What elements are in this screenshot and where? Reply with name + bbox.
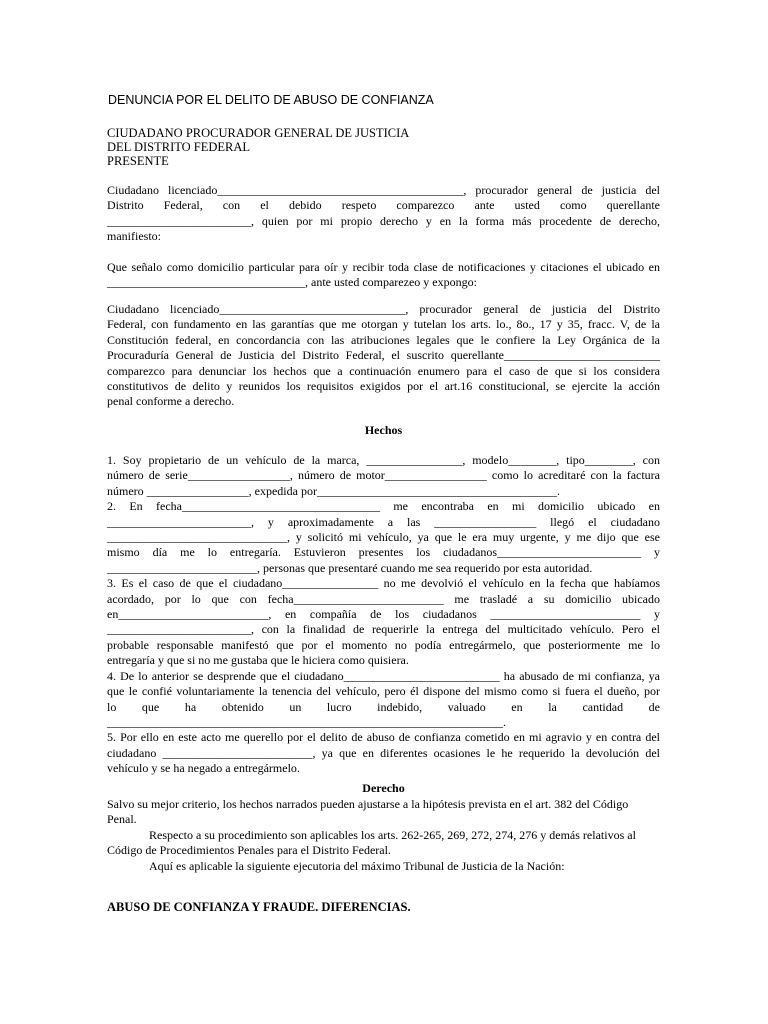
facts-line: ______________________________, y solicitó mi vehículo, ya que le era muy urgente, y me dijo que ese: [107, 530, 660, 545]
paragraph-line: Ciudadano licenciado_______________________________, procurador general de justicia del Distrito: [107, 302, 660, 316]
law-section: [107, 797, 667, 874]
paragraph-line: _________________________________, ante usted comparezeo y expongo:: [107, 275, 477, 290]
paragraph-line: Constitución federal, en concordancia con las atribuciones legales que le confiere la Ley Orgánica de la: [107, 332, 660, 347]
facts-line: probable responsable manifestó que por el momento no podía entregármelo, que posteriormente me lo: [107, 637, 660, 652]
domicile-paragraph: [107, 260, 660, 291]
facts-line: lo que ha obtenido un lucro indebido, valuado en la cantidad de: [107, 699, 660, 714]
facts-line: vehículo y se ha negado a entregármelo.: [107, 761, 300, 776]
law-line: Salvo su mejor criterio, los hechos narrados pueden ajustarse a la hipótesis prevista en el art. 382 del Código: [107, 797, 629, 811]
facts-line: 3. Es el caso de que el ciudadano________________ no me devolvió el vehículo en la fecha que habíamos: [107, 576, 660, 591]
intro-paragraph: [107, 183, 660, 245]
paragraph-line: constitutivos de delito y reunidos los requisitos exigidos por el art.16 constitucional, se ejercite la acción: [107, 379, 660, 394]
facts-line: _________________________, personas que presentaré cuando me sea requerido por esta autoridad.: [107, 560, 593, 575]
addressee-line: CIUDADANO PROCURADOR GENERAL DE JUSTICIA: [107, 126, 410, 140]
paragraph-line: Que señalo como domicilio particular para oír y recibir toda clase de notificaciones y citaciones el ubicado en: [107, 260, 660, 274]
facts-line: 1. Soy propietario de un vehículo de la marca, ________________, modelo________, tipo________, con: [107, 453, 660, 467]
law-line: Aquí es aplicable la siguiente ejecutoria del máximo Tribunal de Justicia de la Nación:: [149, 858, 565, 873]
document-title: DENUNCIA POR EL DELITO DE ABUSO DE CONFIANZA: [108, 93, 434, 107]
paragraph-line: manifiesto:: [107, 229, 161, 244]
facts-line: en_________________________, en compañía de los ciudadanos _________________________ y: [107, 607, 660, 622]
facts-line: 4. De lo anterior se desprende que el ciudadano__________________________ ha abusado de mi confianza, ya: [107, 668, 660, 683]
facts-line: ________________________, y aproximadamente a las _________________ llegó el ciudadano: [107, 514, 660, 529]
facts-line: ________________________, con la finalidad de requerirle la entrega del multicitado vehículo. Pero el: [107, 622, 660, 637]
paragraph-line: Ciudadano licenciado_________________________________________, procurador general de justicia del: [107, 183, 660, 197]
law-heading: Derecho: [362, 781, 405, 795]
statement-paragraph: [107, 302, 660, 410]
facts-line: entregaría y que si no me gustaba que le hiciera como quisiera.: [107, 653, 409, 668]
facts-line: mismo día me lo entregaría. Estuvieron presentes los ciudadanos________________________ y: [107, 545, 660, 560]
facts-line: acordado, por lo que con fecha_________________________ me trasladé a su domicilio ubicado: [107, 591, 660, 606]
ruling-title: ABUSO DE CONFIANZA Y FRAUDE. DIFERENCIAS.: [107, 900, 411, 914]
facts-line: número _________________, expedida por________________________________________.: [107, 483, 560, 498]
facts-line: número de serie_________________, número de motor_________________ como lo acreditaré con la factura: [107, 468, 660, 483]
paragraph-line: Federal, con fundamento en las garantías que me otorgan y tutelan los arts. lo., 8o., 17 y 35, fracc. V, de la: [107, 317, 660, 332]
law-line: Respecto a su procedimiento son aplicables los arts. 262-265, 269, 272, 274, 276 y demás relativos al: [149, 827, 636, 842]
law-line: Código de Procedimientos Penales para el Distrito Federal.: [107, 843, 391, 858]
addressee-line: DEL DISTRITO FEDERAL: [107, 140, 251, 154]
addressee-line: PRESENTE: [107, 154, 169, 168]
paragraph-line: Procuraduría General de Justicia del Distrito Federal, el suscrito querellante__________________________: [107, 348, 660, 363]
facts-line: __________________________________________________________________.: [107, 714, 506, 729]
facts-heading: Hechos: [364, 423, 403, 437]
paragraph-line: Distrito Federal, con el debido respeto comparezco ante usted como querellante: [107, 198, 660, 213]
paragraph-line: ________________________, quien por mi propio derecho y en la forma más procedente de derecho,: [107, 213, 660, 228]
facts-line: 2. En fecha_________________________________ me encontraba en mi domicilio ubicado en: [107, 499, 660, 514]
facts-line: que le confié voluntariamente la tenencia del vehículo, pero él dispone del mismo como si fuera el dueño, por: [107, 684, 660, 699]
addressee-block: [107, 126, 409, 168]
law-line: Penal.: [107, 812, 137, 827]
facts-line: ciudadano _________________________, ya que en diferentes ocasiones le he requerido la devolución del: [107, 745, 660, 760]
paragraph-line: comparezco para denunciar los hechos que a continuación enumero para el caso de que si los considera: [107, 363, 660, 378]
facts-section: [107, 453, 660, 777]
paragraph-line: penal conforme a derecho.: [107, 394, 235, 409]
facts-line: 5. Por ello en este acto me querello por el delito de abuso de confianza cometido en mi agravio y en contra del: [107, 730, 660, 745]
